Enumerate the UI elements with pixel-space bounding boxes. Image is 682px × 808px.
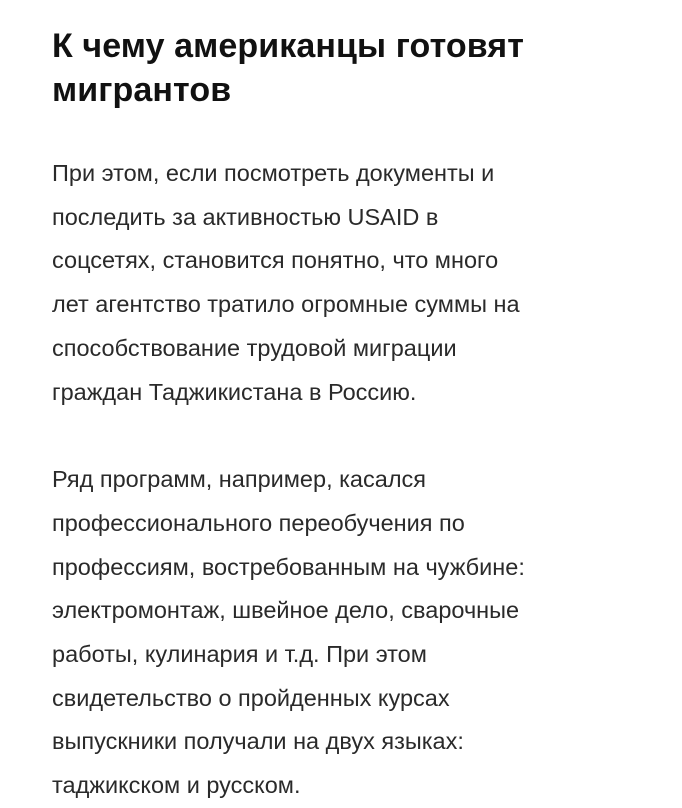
paragraph-line: профессионального переобучения по — [52, 509, 465, 536]
paragraph-line: электромонтаж, швейное дело, сварочные — [52, 597, 520, 624]
article-title — [52, 24, 642, 112]
title-line: К чему американцы готовят — [52, 27, 524, 65]
paragraph-line: таджикском и русском. — [52, 772, 301, 799]
paragraph-line: При этом, если посмотреть документы и — [52, 160, 495, 186]
paragraph-1 — [52, 152, 642, 414]
title-line: мигрантов — [52, 71, 232, 109]
paragraph-line: лет агентство тратило огромные суммы на — [52, 291, 520, 318]
paragraph-line: выпускники получали на двух языках: — [52, 728, 464, 755]
paragraph-line: профессиям, востребованным на чужбине: — [52, 553, 525, 580]
paragraph-2 — [52, 458, 642, 808]
paragraph-line: способствование трудовой миграции — [52, 334, 457, 361]
paragraph-line: соцсетях, становится понятно, что много — [52, 247, 499, 274]
paragraph-line: работы, кулинария и т.д. При этом — [52, 641, 427, 668]
paragraph-line: свидетельство о пройденных курсах — [52, 684, 450, 711]
paragraph-line: граждан Таджикистана в Россию. — [52, 378, 417, 405]
paragraph-line: последить за активностью USAID в — [52, 203, 439, 230]
paragraph-line: Ряд программ, например, касался — [52, 466, 427, 493]
